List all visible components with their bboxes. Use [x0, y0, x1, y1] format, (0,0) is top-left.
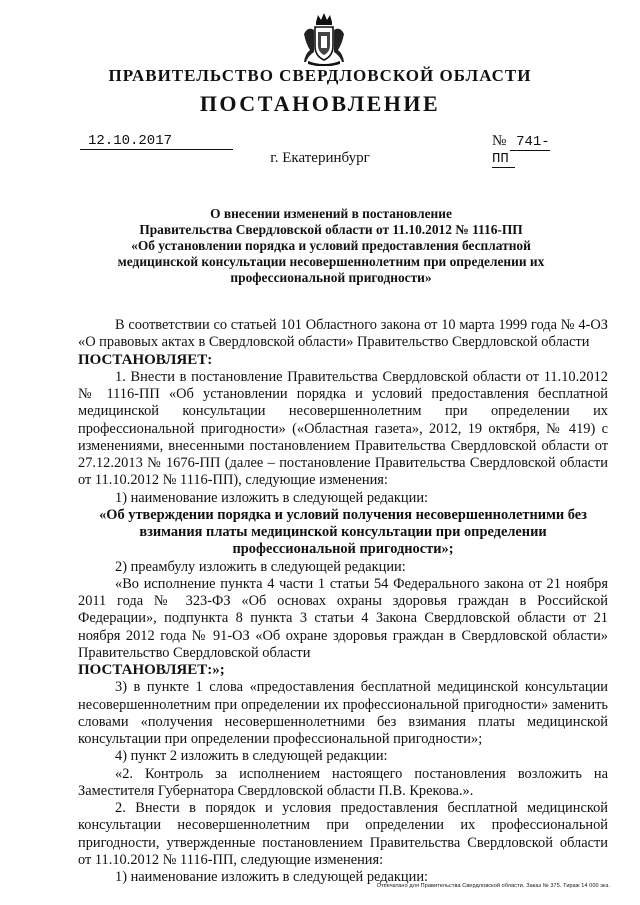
number-value: 741-ПП — [492, 134, 550, 167]
print-note: Отпечатано для Правительства Свердловской области. Заказ № 375. Тираж 14 000 экз. — [376, 883, 610, 889]
paragraph-1-item-4: 4) пункт 2 изложить в следующей редакции: — [115, 748, 388, 765]
document-body — [78, 317, 608, 886]
heading-line-1: О внесении изменений в постановление — [210, 206, 452, 221]
paragraph-2-item-1: 1) наименование изложить в следующей редакции: — [115, 869, 429, 885]
intro-paragraph: В соответствии со статьей 101 Областного закона от 10 марта 1999 года № 4-ОЗ «О правовых актах в Свердловской области» Правительство Свердловской области — [78, 317, 608, 351]
paragraph-1-item-3: 3) в пункте 1 слова «предоставления бесплатной медицинской консультации несовершеннолетним при определении их профессиональной пригодности» заменить словами «получения несовершеннолетними без взимания платы медицинской консультации при определении профессиональной пригодности»; — [78, 679, 608, 747]
document-type: ПОСТАНОВЛЕНИЕ — [199, 91, 441, 116]
city: г. Екатеринбург — [270, 150, 370, 166]
new-preamble-text: «Во исполнение пункта 4 части 1 статьи 54 Федерального закона от 21 ноября 2011 года № 323-ФЗ «Об основах охраны здоровья граждан в Российской Федерации», подпункта 8 пункта 3 статьи 4 Закона Свердловской области от 21 ноября 2012 года № 91-ОЗ «Об охране здоровья граждан в Свердловской области» Правительство Свердловской области — [78, 575, 608, 661]
heading-line-3: «Об установлении порядка и условий предоставления бесплатной медицинской консультации несовершеннолетним при определении их профессиональной пригодности» — [117, 238, 545, 285]
paragraph-1-item-1: 1) наименование изложить в следующей редакции: — [115, 489, 429, 506]
paragraph-2: 2. Внести в порядок и условия предоставления бесплатной медицинской консультации несовершеннолетним при определении их профессиональной пригодности, утвержденные постановлением Правительства Свердловской области от 11.10.2012 № 1116-ПП, следующие изменения: — [78, 800, 608, 868]
heading-line-2: Правительства Свердловской области от 11.10.2012 № 1116-ПП — [139, 222, 523, 237]
government-title: ПРАВИТЕЛЬСТВО СВЕРДЛОВСКОЙ ОБЛАСТИ — [108, 66, 532, 85]
new-title-text: «Об утверждении порядка и условий получения несовершеннолетними без взимания платы медицинской консультации при определении профессиональной пригодности»; — [99, 506, 587, 558]
paragraph-1: 1. Внести в постановление Правительства Свердловской области от 11.10.2012 № 1116-ПП «Об установлении порядка и условий предоставления бесплатной медицинской консультации несовершеннолетним при определении их профессиональной пригодности» («Областная газета», 2012, 19 октября, № 419) с изменениями, внесенными постановлением Правительства Свердловской области от 27.12.2013 № 1676-ПП (далее – постановление Правительства Свердловской области от 11.10.2012 № 1116-ПП), следующие изменения: — [78, 368, 608, 489]
preamble-decree-word: ПОСТАНОВЛЯЕТ:»; — [78, 662, 225, 678]
paragraph-1-item-2: 2) преамбулу изложить в следующей редакции: — [115, 558, 406, 575]
new-item-2-text: «2. Контроль за исполнением настоящего постановления возложить на Заместителя Губернатора Свердловской области П.В. Крекова.». — [78, 765, 608, 799]
number-prefix: № — [492, 133, 507, 149]
decree-word: ПОСТАНОВЛЯЕТ: — [78, 351, 213, 368]
coat-of-arms-icon — [302, 12, 346, 66]
document-heading — [96, 206, 566, 286]
document-date: 12.10.2017 — [80, 133, 233, 150]
